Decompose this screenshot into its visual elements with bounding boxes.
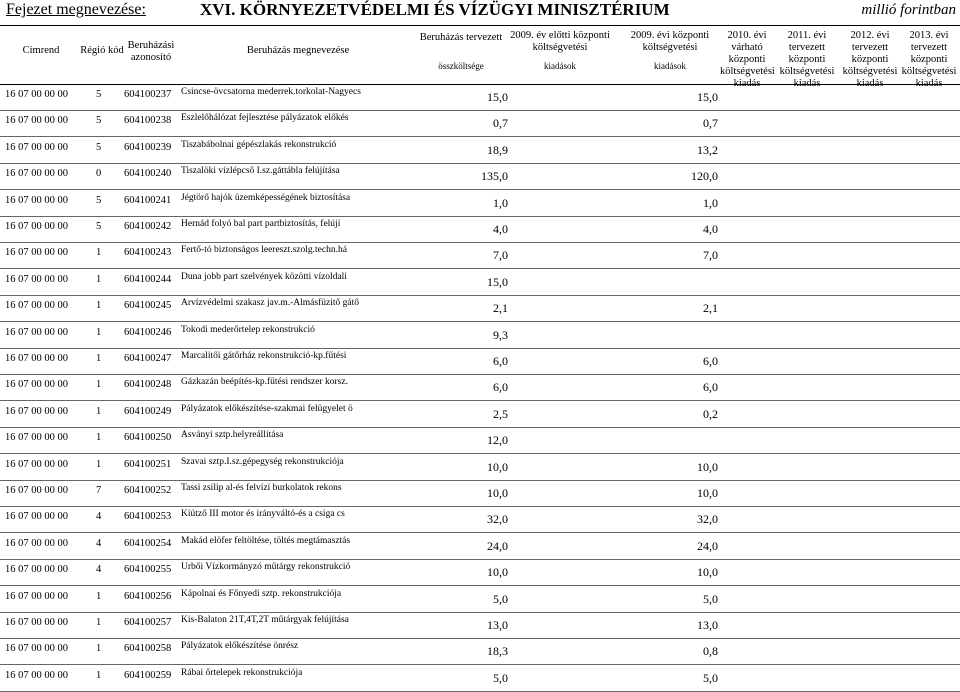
cell-megnevezes: Tiszalöki vízlépcső I.sz.gáttábla felújítása — [181, 166, 340, 177]
cell-azonosito: 604100256 — [124, 590, 172, 602]
table-row — [0, 614, 960, 633]
table-row — [0, 429, 960, 448]
table-row — [0, 350, 960, 369]
cell-regio: 1 — [96, 405, 102, 417]
cell-osszkoltseg: 4,0 — [493, 222, 508, 236]
row-divider — [0, 664, 960, 665]
cell-megnevezes: Tiszabábolnai gépészlakás rekonstrukció — [181, 139, 337, 150]
header-osszkoltsege: összköltsége — [438, 61, 484, 71]
cell-2009: 6,0 — [703, 380, 718, 395]
cell-regio: 5 — [96, 89, 102, 100]
row-divider — [0, 532, 960, 533]
row-divider — [0, 163, 960, 164]
header-elotti: 2009. év előtti központi költségvetési — [510, 30, 610, 53]
table-row — [0, 482, 960, 501]
row-divider — [0, 268, 960, 269]
cell-2009: 10,0 — [697, 565, 718, 580]
cell-megnevezes: Kis-Balaton 21T,4T,2T műtárgyak felújítása — [181, 615, 349, 625]
header-elotti-sub: kiadások — [544, 61, 576, 71]
cell-regio: 4 — [96, 537, 102, 549]
header-2012: 2012. évi tervezett központi költségvetési kiadás — [842, 30, 898, 89]
cell-cimrend: 16 07 00 00 00 — [5, 89, 68, 100]
cell-osszkoltseg: 18,3 — [487, 644, 508, 659]
cell-azonosito: 604100245 — [124, 300, 172, 312]
cell-osszkoltseg: 10,0 — [487, 486, 508, 500]
table-row — [0, 112, 960, 131]
cell-2009: 6,0 — [703, 354, 718, 368]
row-divider — [0, 453, 960, 454]
cell-azonosito: 604100252 — [124, 485, 172, 496]
title-bar — [0, 0, 960, 22]
table-row — [0, 192, 960, 211]
cell-osszkoltseg: 32,0 — [487, 512, 508, 527]
cell-regio: 1 — [96, 300, 102, 312]
cell-cimrend: 16 07 00 00 00 — [5, 326, 68, 338]
cell-osszkoltseg: 2,1 — [493, 301, 508, 316]
cell-cimrend: 16 07 00 00 00 — [5, 300, 68, 312]
cell-2009: 10,0 — [697, 459, 718, 474]
header-2013: 2013. évi tervezett központi költségvetési kiadás — [901, 30, 957, 89]
row-divider — [0, 295, 960, 296]
table-row — [0, 297, 960, 316]
header-2010: 2010. évi várható központi költségvetési kiadás — [720, 30, 775, 89]
cell-azonosito: 604100239 — [124, 141, 172, 153]
row-divider — [0, 480, 960, 481]
cell-azonosito: 604100250 — [124, 432, 172, 444]
table-row — [0, 588, 960, 607]
table-row — [0, 456, 960, 475]
row-divider — [0, 110, 960, 111]
cell-regio: 5 — [96, 141, 102, 153]
cell-2009: 4,0 — [703, 222, 718, 236]
cell-azonosito: 604100246 — [124, 326, 172, 338]
table-row — [0, 376, 960, 395]
cell-azonosito: 604100253 — [124, 511, 172, 523]
cell-regio: 5 — [96, 115, 102, 127]
cell-regio: 1 — [96, 458, 102, 470]
cell-osszkoltseg: 15,0 — [487, 90, 508, 104]
cell-osszkoltseg: 6,0 — [493, 354, 508, 368]
cell-osszkoltseg: 1,0 — [493, 195, 508, 210]
cell-azonosito: 604100237 — [124, 89, 172, 100]
cell-2009: 7,0 — [703, 248, 718, 263]
cell-azonosito: 604100248 — [124, 379, 172, 391]
cell-azonosito: 604100240 — [124, 168, 172, 180]
cell-2009: 1,0 — [703, 195, 718, 210]
cell-2009: 13,0 — [697, 618, 718, 632]
table-row — [0, 165, 960, 184]
cell-2009: 32,0 — [697, 512, 718, 527]
table-row — [0, 218, 960, 237]
table-row — [0, 324, 960, 343]
row-divider — [0, 559, 960, 560]
cell-megnevezes: Tassi zsilip al-és felvízi burkolatok rekons — [181, 483, 342, 493]
cell-megnevezes: Rábai őrtelepek rekonstrukciója — [181, 667, 303, 678]
cell-regio: 1 — [96, 432, 102, 444]
unit-label: millió forintban — [861, 2, 956, 18]
cell-regio: 1 — [96, 590, 102, 602]
row-divider — [0, 242, 960, 243]
cell-2009: 24,0 — [697, 538, 718, 553]
cell-azonosito: 604100243 — [124, 247, 172, 259]
table-row — [0, 667, 960, 686]
row-divider — [0, 216, 960, 217]
cell-cimrend: 16 07 00 00 00 — [5, 194, 68, 206]
table-row — [0, 403, 960, 422]
cell-2009: 0,8 — [703, 644, 718, 659]
cell-megnevezes: Kápolnai és Főnyedi sztp. rekonstrukciója — [181, 588, 342, 599]
row-divider — [0, 427, 960, 428]
cell-azonosito: 604100238 — [124, 115, 172, 127]
cell-cimrend: 16 07 00 00 00 — [5, 564, 68, 576]
cell-megnevezes: Pályázatok előkészítése-szakmai felügyelet ö — [181, 403, 353, 414]
cell-cimrend: 16 07 00 00 00 — [5, 511, 68, 523]
table-row — [0, 244, 960, 263]
cell-cimrend: 16 07 00 00 00 — [5, 115, 68, 127]
cell-regio: 7 — [96, 485, 102, 496]
cell-cimrend: 16 07 00 00 00 — [5, 458, 68, 470]
cell-cimrend: 16 07 00 00 00 — [5, 537, 68, 549]
row-divider — [0, 400, 960, 401]
cell-megnevezes: Hernád folyó bal part partbiztosítás, felújí — [181, 219, 341, 229]
cell-megnevezes: Kiütző III motor és irányváltó-és a csiga cs — [181, 509, 345, 520]
header-regio: Régió kód — [80, 45, 124, 56]
cell-azonosito: 604100247 — [124, 353, 172, 364]
table-row — [0, 640, 960, 659]
row-divider — [0, 612, 960, 613]
cell-megnevezes: Jégtörő hajók üzemképességének biztosítása — [181, 192, 351, 203]
cell-osszkoltseg: 0,7 — [493, 116, 508, 131]
header-2011: 2011. évi tervezett központi költségvetési kiadás — [779, 30, 835, 89]
row-divider — [0, 638, 960, 639]
cell-regio: 1 — [96, 353, 102, 364]
cell-cimrend: 16 07 00 00 00 — [5, 590, 68, 602]
cell-cimrend: 16 07 00 00 00 — [5, 617, 68, 628]
table-row — [0, 561, 960, 580]
cell-osszkoltseg: 12,0 — [487, 433, 508, 448]
cell-2009: 13,2 — [697, 142, 718, 157]
cell-osszkoltseg: 5,0 — [493, 670, 508, 685]
header-bottom-rule — [0, 84, 960, 85]
cell-2009: 120,0 — [691, 169, 718, 184]
cell-regio: 1 — [96, 617, 102, 628]
cell-2009: 10,0 — [697, 486, 718, 500]
cell-megnevezes: Pályázatok előkészítése önrész — [181, 641, 299, 652]
cell-osszkoltseg: 7,0 — [493, 248, 508, 263]
cell-osszkoltseg: 135,0 — [481, 169, 508, 184]
cell-2009: 5,0 — [703, 591, 718, 606]
cell-2009: 2,1 — [703, 301, 718, 316]
cell-azonosito: 604100258 — [124, 643, 172, 655]
cell-regio: 0 — [96, 168, 102, 180]
cell-azonosito: 604100249 — [124, 405, 172, 417]
cell-megnevezes: Fertő-tó biztonságos leereszt.szolg.techn.há — [181, 245, 347, 256]
cell-cimrend: 16 07 00 00 00 — [5, 669, 68, 681]
cell-megnevezes: Tokodi mederőrtelep rekonstrukció — [181, 324, 315, 335]
cell-megnevezes: Marcalitői gátőrház rekonstrukció-kp.fűtési — [181, 351, 347, 361]
table-row — [0, 86, 960, 105]
cell-azonosito: 604100241 — [124, 194, 172, 206]
cell-azonosito: 604100257 — [124, 617, 172, 628]
row-divider — [0, 321, 960, 322]
cell-regio: 4 — [96, 564, 102, 576]
cell-cimrend: 16 07 00 00 00 — [5, 353, 68, 364]
header-megnevezes: Beruházás megnevezése — [246, 45, 350, 56]
cell-osszkoltseg: 13,0 — [487, 618, 508, 632]
cell-osszkoltseg: 2,5 — [493, 406, 508, 421]
table-row — [0, 271, 960, 290]
cell-cimrend: 16 07 00 00 00 — [5, 405, 68, 417]
cell-azonosito: 604100242 — [124, 221, 172, 232]
cell-regio: 5 — [96, 194, 102, 206]
row-divider — [0, 374, 960, 375]
cell-osszkoltseg: 10,0 — [487, 459, 508, 474]
row-divider — [0, 585, 960, 586]
row-divider — [0, 189, 960, 190]
cell-2009: 0,7 — [703, 116, 718, 131]
cell-regio: 1 — [96, 273, 102, 285]
cell-cimrend: 16 07 00 00 00 — [5, 643, 68, 655]
cell-azonosito: 604100255 — [124, 564, 172, 576]
cell-megnevezes: Ürbői Vízkormányzó műtárgy rekonstrukció — [181, 562, 351, 573]
cell-osszkoltseg: 18,9 — [487, 142, 508, 157]
cell-osszkoltseg: 24,0 — [487, 538, 508, 553]
row-divider — [0, 506, 960, 507]
table-row — [0, 508, 960, 527]
header-2009: 2009. évi központi költségvetési — [630, 30, 710, 53]
cell-regio: 1 — [96, 379, 102, 391]
table-row — [0, 139, 960, 158]
cell-cimrend: 16 07 00 00 00 — [5, 168, 68, 180]
cell-azonosito: 604100259 — [124, 669, 172, 681]
header-azonosito: Beruházási azonosító — [127, 40, 175, 63]
cell-regio: 1 — [96, 669, 102, 681]
header-2009-sub: kiadások — [654, 61, 686, 71]
cell-regio: 1 — [96, 247, 102, 259]
ministry-title: XVI. KÖRNYEZETVÉDELMI ÉS VÍZÜGYI MINISZTÉRIUM — [200, 0, 670, 19]
cell-megnevezes: Szavai sztp.I.sz.gépegység rekonstrukciója — [181, 456, 344, 467]
cell-megnevezes: Ásványi sztp.helyreállítása — [181, 430, 284, 441]
cell-cimrend: 16 07 00 00 00 — [5, 221, 68, 232]
cell-cimrend: 16 07 00 00 00 — [5, 273, 68, 285]
cell-azonosito: 604100244 — [124, 273, 172, 285]
cell-regio: 1 — [96, 326, 102, 338]
chapter-label: Fejezet megnevezése: — [6, 1, 146, 18]
cell-2009: 0,2 — [703, 406, 718, 421]
cell-cimrend: 16 07 00 00 00 — [5, 247, 68, 259]
cell-megnevezes: Makád elöfer feltöltése, töltés megtámasztás — [181, 535, 351, 546]
cell-azonosito: 604100251 — [124, 458, 172, 470]
cell-regio: 4 — [96, 511, 102, 523]
row-divider — [0, 136, 960, 137]
cell-megnevezes: Csincse-övcsatorna mederrek.torkolat-Nagyecs — [181, 87, 361, 97]
header-top-rule — [0, 25, 960, 26]
cell-megnevezes: Észlelőhálózat fejlesztése pályázatok előkés — [181, 113, 349, 124]
cell-osszkoltseg: 5,0 — [493, 591, 508, 606]
row-divider — [0, 348, 960, 349]
cell-osszkoltseg: 6,0 — [493, 380, 508, 395]
cell-2009: 15,0 — [697, 90, 718, 104]
cell-osszkoltseg: 15,0 — [487, 274, 508, 289]
cell-2009: 5,0 — [703, 670, 718, 685]
table-row — [0, 535, 960, 554]
header-cimrend: Címrend — [22, 45, 60, 56]
cell-osszkoltseg: 9,3 — [493, 327, 508, 342]
header-tervezett: Beruházás tervezett — [419, 32, 503, 43]
cell-osszkoltseg: 10,0 — [487, 565, 508, 580]
cell-cimrend: 16 07 00 00 00 — [5, 432, 68, 444]
cell-cimrend: 16 07 00 00 00 — [5, 379, 68, 391]
cell-megnevezes: Duna jobb part szelvények közötti vízoldali — [181, 271, 347, 282]
cell-regio: 5 — [96, 221, 102, 232]
cell-azonosito: 604100254 — [124, 537, 172, 549]
cell-megnevezes: Árvízvédelmi szakasz jav.m.-Almásfüzitő gátő — [181, 298, 359, 309]
cell-cimrend: 16 07 00 00 00 — [5, 141, 68, 153]
cell-cimrend: 16 07 00 00 00 — [5, 485, 68, 496]
cell-megnevezes: Gázkazán beépítés-kp.fűtési rendszer korsz. — [181, 377, 348, 388]
cell-regio: 1 — [96, 643, 102, 655]
